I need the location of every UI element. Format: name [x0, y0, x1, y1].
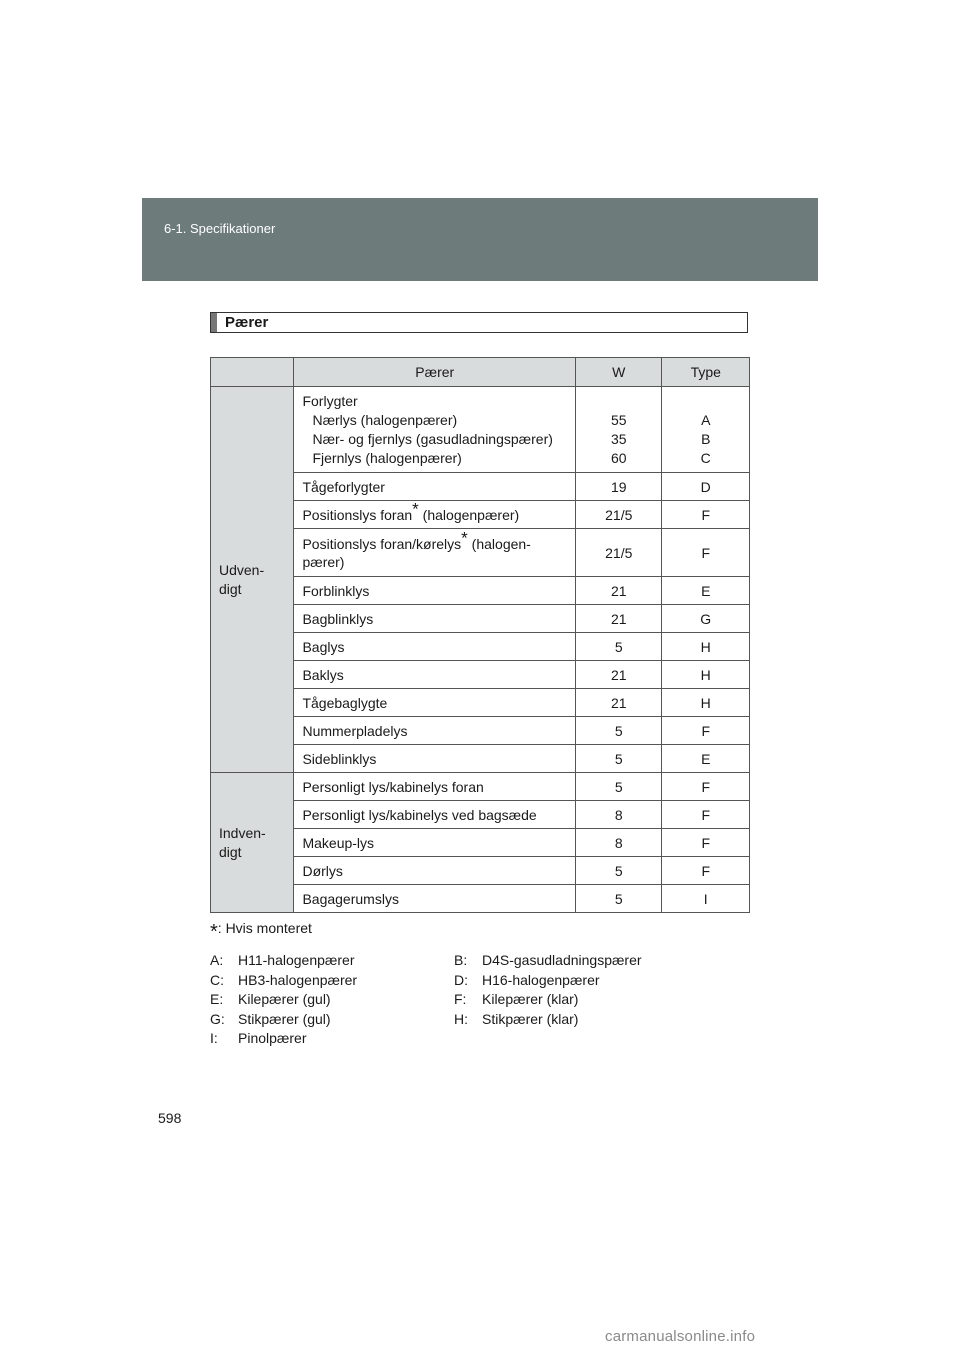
legend-text: H16-halogenpærer [482, 971, 600, 988]
bulbs-table [210, 357, 750, 913]
bulb-name-cell: Nummerpladelys [294, 717, 576, 745]
watt-cell: 5 [576, 745, 662, 773]
legend-row [210, 971, 750, 991]
type-cell: H [662, 661, 750, 689]
legend-row [210, 1029, 750, 1049]
bulb-name-cell: Positionslys foran/kørelys* (halogen- pærer) [294, 529, 576, 577]
legend-row [210, 1010, 750, 1030]
legend-key: B: [454, 952, 468, 968]
legend-item [454, 971, 698, 991]
section-label: 6-1. Specifikationer [164, 221, 276, 236]
bulb-name-cell: Tågeforlygter [294, 473, 576, 501]
bulb-name-cell: Forlygter Nærlys (halogenpærer) Nær- og fjernlys (gasudladningspærer) Fjernlys (halogenpærer) [294, 387, 576, 473]
watt-cell: 8 [576, 829, 662, 857]
header-type: Type [662, 358, 750, 387]
legend-key: A: [210, 952, 224, 968]
legend-key: D: [454, 971, 468, 988]
watt-cell: 21 [576, 577, 662, 605]
category-cell: Indven- digt [211, 773, 294, 913]
bulb-name-cell: Personligt lys/kabinelys foran [294, 773, 576, 801]
watt-cell: 5 [576, 633, 662, 661]
title-accent-bar [211, 313, 217, 332]
legend-key: E: [210, 991, 224, 1007]
bulb-name-cell: Baglys [294, 633, 576, 661]
legend-text: Stikpærer (klar) [482, 1010, 579, 1027]
watt-cell: 21/5 [576, 529, 662, 577]
type-cell: A B C [662, 387, 750, 473]
type-cell: H [662, 689, 750, 717]
type-cell: F [662, 773, 750, 801]
legend-text: D4S-gasudladningspærer [482, 952, 642, 968]
bulb-name-cell: Sideblinklys [294, 745, 576, 773]
type-legend [210, 951, 750, 1049]
legend-item [210, 971, 454, 991]
watt-cell: 21/5 [576, 501, 662, 529]
watt-cell: 5 [576, 773, 662, 801]
type-cell: D [662, 473, 750, 501]
legend-item [454, 990, 698, 1010]
page-number: 598 [158, 1110, 182, 1126]
legend-item [210, 1010, 454, 1030]
legend-text: Kilepærer (klar) [482, 991, 579, 1007]
watt-cell: 5 [576, 857, 662, 885]
type-cell: G [662, 605, 750, 633]
header-bulbs: Pærer [294, 358, 576, 387]
watt-cell: 5 [576, 717, 662, 745]
legend-item [210, 951, 454, 971]
legend-text: Pinolpærer [238, 1030, 307, 1046]
legend-item [454, 951, 698, 971]
header-empty-cell [211, 358, 294, 387]
legend-item [210, 990, 454, 1010]
type-cell: F [662, 717, 750, 745]
watt-cell: 21 [576, 689, 662, 717]
header-watt: W [576, 358, 662, 387]
legend-key: F: [454, 991, 467, 1007]
legend-key: H: [454, 1010, 468, 1027]
type-cell: F [662, 829, 750, 857]
type-cell: F [662, 501, 750, 529]
type-cell: E [662, 745, 750, 773]
bulb-name-cell: Personligt lys/kabinelys ved bagsæde [294, 801, 576, 829]
type-cell: H [662, 633, 750, 661]
type-cell: F [662, 529, 750, 577]
section-header-band [142, 198, 818, 281]
section-title: Pærer [225, 314, 269, 331]
table-row [211, 387, 750, 473]
type-cell: F [662, 857, 750, 885]
table-row [211, 773, 750, 801]
bulb-name-cell: Forblinklys [294, 577, 576, 605]
footnote-star: * [210, 921, 218, 943]
legend-key: G: [210, 1010, 225, 1027]
bulb-name-cell: Bagagerumslys [294, 885, 576, 913]
type-cell: E [662, 577, 750, 605]
footnote [210, 920, 312, 944]
watt-cell: 19 [576, 473, 662, 501]
legend-text: HB3-halogenpærer [238, 971, 358, 988]
watt-cell: 8 [576, 801, 662, 829]
legend-item [454, 1010, 698, 1030]
legend-key: I: [210, 1030, 218, 1046]
watt-cell: 55 35 60 [576, 387, 662, 473]
footnote-text: : Hvis monteret [217, 920, 312, 936]
bulb-name-cell: Bagblinklys [294, 605, 576, 633]
watermark: carmanualsonline.info [605, 1328, 756, 1345]
legend-item [210, 1029, 454, 1049]
legend-key: C: [210, 971, 224, 988]
bulb-name-cell: Makeup-lys [294, 829, 576, 857]
watt-cell: 5 [576, 885, 662, 913]
section-title-box [210, 312, 748, 333]
legend-text: Kilepærer (gul) [238, 991, 331, 1007]
table-header-row [211, 358, 750, 387]
legend-row [210, 951, 750, 971]
legend-text: Stikpærer (gul) [238, 1010, 331, 1027]
bulb-name-cell: Baklys [294, 661, 576, 689]
type-cell: F [662, 801, 750, 829]
watt-cell: 21 [576, 661, 662, 689]
watt-cell: 21 [576, 605, 662, 633]
category-cell: Udven- digt [211, 387, 294, 773]
bulb-name-cell: Tågebaglygte [294, 689, 576, 717]
type-cell: I [662, 885, 750, 913]
bulb-name-cell: Dørlys [294, 857, 576, 885]
bulb-name-cell: Positionslys foran* (halogenpærer) [294, 501, 576, 529]
legend-row [210, 990, 750, 1010]
legend-text: H11-halogenpærer [238, 952, 355, 968]
